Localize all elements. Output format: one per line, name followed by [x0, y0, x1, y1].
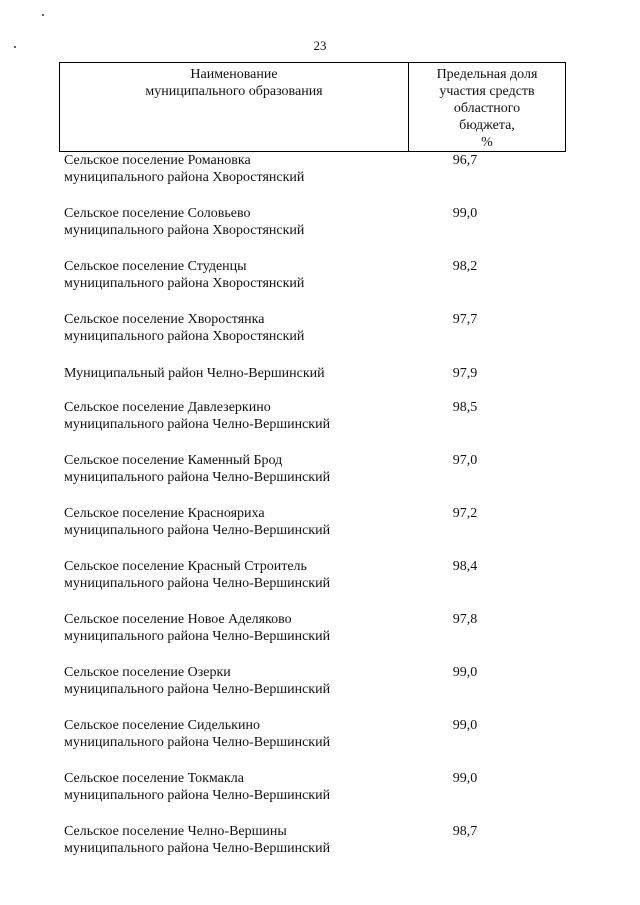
scan-speck	[42, 14, 44, 16]
municipality-name	[64, 823, 404, 857]
municipality-name	[64, 399, 404, 433]
table-row	[0, 611, 640, 651]
municipality-name	[64, 770, 404, 804]
header-share-column	[409, 63, 565, 151]
municipality-name-line1: Сельское поселение Новое Аделяково	[64, 612, 292, 627]
budget-share-value: 97,2	[452, 506, 478, 521]
table-row	[0, 311, 640, 351]
municipality-name	[64, 505, 404, 539]
table-row	[0, 717, 640, 757]
municipality-name	[64, 717, 404, 751]
table-row	[0, 399, 640, 439]
budget-share-value: 98,4	[452, 559, 478, 574]
municipality-name-line1: Сельское поселение Челно-Вершины	[64, 824, 287, 839]
budget-share-value: 99,0	[452, 665, 478, 680]
table-row	[0, 770, 640, 810]
header-share-line: Предельная доля	[436, 67, 538, 82]
municipality-name-line1: Сельское поселение Каменный Брод	[64, 453, 283, 468]
municipality-name-line2: муниципального района Челно-Вершинский	[64, 417, 331, 432]
municipality-name	[64, 205, 404, 239]
municipality-name-line2: муниципального района Челно-Вершинский	[64, 682, 331, 697]
budget-share-value: 98,2	[452, 259, 478, 274]
municipality-name-line2: муниципального района Челно-Вершинский	[64, 523, 331, 538]
municipality-name-line1: Сельское поселение Красный Строитель	[64, 559, 307, 574]
table-row	[0, 258, 640, 298]
header-name-line: Наименование	[190, 67, 278, 82]
municipality-name-line2: муниципального района Челно-Вершинский	[64, 576, 331, 591]
municipality-name	[64, 664, 404, 698]
municipality-name-line1: Сельское поселение Озерки	[64, 665, 231, 680]
municipality-name-line2: муниципального района Челно-Вершинский	[64, 629, 331, 644]
municipality-name	[64, 558, 404, 592]
municipality-name	[64, 152, 404, 186]
municipality-name-line2: муниципального района Хворостянский	[64, 223, 305, 238]
header-share-line: участия средств	[439, 84, 535, 99]
municipality-name-line1: Сельское поселение Студенцы	[64, 259, 247, 274]
municipality-name-line2: муниципального района Челно-Вершинский	[64, 735, 331, 750]
page-number: 23	[313, 38, 327, 53]
budget-share-value: 99,0	[452, 771, 478, 786]
header-share-line: бюджета,	[459, 118, 515, 133]
table-row	[0, 505, 640, 545]
municipality-name-line2: муниципального района Челно-Вершинский	[64, 470, 331, 485]
municipality-name	[64, 258, 404, 292]
municipality-name	[64, 452, 404, 486]
table-row	[0, 664, 640, 704]
budget-share-value: 97,9	[452, 366, 478, 381]
table-row	[0, 452, 640, 492]
municipality-name-line2: муниципального района Хворостянский	[64, 329, 305, 344]
municipality-name	[64, 311, 404, 345]
municipality-name-line2: муниципального района Хворостянский	[64, 276, 305, 291]
municipality-name-line2: муниципального района Челно-Вершинский	[64, 841, 331, 856]
municipality-name-line2: муниципального района Челно-Вершинский	[64, 788, 331, 803]
table-header	[59, 62, 566, 152]
municipality-name	[64, 611, 404, 645]
table-row	[0, 558, 640, 598]
table-row	[0, 205, 640, 245]
municipality-name	[64, 365, 404, 382]
budget-share-value: 96,7	[452, 153, 478, 168]
table-row	[0, 823, 640, 863]
table-row	[0, 152, 640, 192]
municipality-name-line2: муниципального района Хворостянский	[64, 170, 305, 185]
budget-share-value: 99,0	[452, 718, 478, 733]
municipality-name-line1: Сельское поселение Токмакла	[64, 771, 244, 786]
municipality-name-line1: Сельское поселение Сиделькино	[64, 718, 260, 733]
header-name-column	[60, 63, 409, 151]
header-share-line: областного	[453, 101, 521, 116]
municipality-name-line1: Сельское поселение Хворостянка	[64, 312, 265, 327]
header-name-line: муниципального образования	[145, 84, 323, 99]
municipality-name-line1: Сельское поселение Соловьево	[64, 206, 251, 221]
budget-share-value: 97,8	[452, 612, 478, 627]
budget-share-value: 97,0	[452, 453, 478, 468]
budget-share-value: 98,7	[452, 824, 478, 839]
municipality-name-line1: Сельское поселение Давлезеркино	[64, 400, 271, 415]
budget-share-value: 98,5	[452, 400, 478, 415]
municipality-name-line1: Муниципальный район Челно-Вершинский	[64, 366, 325, 381]
budget-share-value: 97,7	[452, 312, 478, 327]
budget-share-value: 99,0	[452, 206, 478, 221]
municipality-name-line1: Сельское поселение Краснояриха	[64, 506, 265, 521]
municipality-name-line1: Сельское поселение Романовка	[64, 153, 251, 168]
header-share-line: %	[481, 135, 493, 150]
